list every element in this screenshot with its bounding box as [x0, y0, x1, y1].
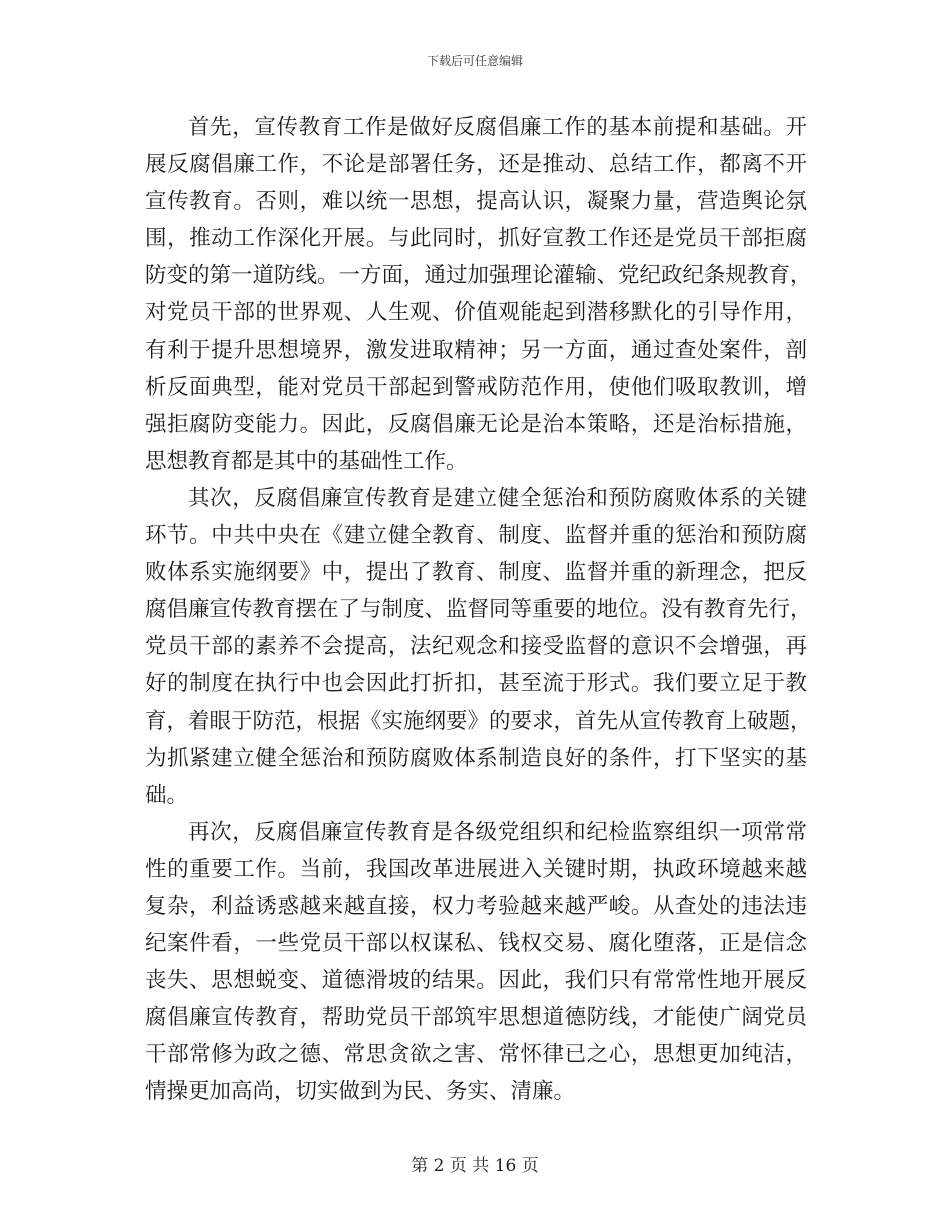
text-line: 宣传教育。否则，难以统一思想，提高认识，凝聚力量，营造舆论氛 — [145, 189, 807, 215]
text-line: 育，着眼于防范，根据《实施纲要》的要求，首先从宣传教育上破题， — [145, 708, 812, 734]
text-line: 再次，反腐倡廉宣传教育是各级党组织和纪检监察组织一项常常 — [188, 819, 807, 845]
text-line: 纪案件看，一些党员干部以权谋私、钱权交易、腐化堕落，正是信念 — [145, 931, 807, 957]
text-line: 为抓紧建立健全惩治和预防腐败体系制造良好的条件，打下坚实的基 — [145, 745, 807, 771]
text-line: 腐倡廉宣传教育摆在了与制度、监督同等重要的地位。没有教育先行， — [145, 597, 812, 623]
page-number: 第 2 页 共 16 页 — [411, 1156, 539, 1176]
text-line: 对党员干部的世界观、人生观、价值观能起到潜移默化的引导作用， — [145, 300, 807, 326]
text-line: 防变的第一道防线。一方面，通过加强理论灌输、党纪政纪条规教育， — [145, 263, 812, 289]
text-line: 有利于提升思想境界，激发进取精神；另一方面，通过查处案件，剖 — [145, 337, 807, 363]
paragraph — [145, 480, 812, 814]
text-line: 好的制度在执行中也会因此打折扣，甚至流于形式。我们要立足于教 — [145, 671, 807, 697]
text-line: 性的重要工作。当前，我国改革进展进入关键时期，执政环境越来越 — [145, 856, 807, 882]
paragraph — [145, 814, 807, 1111]
text-line: 展反腐倡廉工作，不论是部署任务，还是推动、总结工作，都离不开 — [145, 152, 807, 178]
text-line: 党员干部的素养不会提高，法纪观念和接受监督的意识不会增强，再 — [145, 634, 807, 660]
paragraph — [145, 109, 812, 480]
text-line: 干部常修为政之德、常思贪欲之害、常怀律已之心，思想更加纯洁， — [145, 1042, 807, 1068]
text-line: 环节。中共中央在《建立健全教育、制度、监督并重的惩治和预防腐 — [145, 523, 807, 549]
text-line: 思想教育都是其中的基础性工作。 — [145, 448, 468, 474]
text-line: 围，推动工作深化开展。与此同时，抓好宣教工作还是党员干部拒腐 — [145, 226, 807, 252]
page-header-note: 下载后可任意编辑 — [426, 54, 523, 68]
text-line: 强拒腐防变能力。因此，反腐倡廉无论是治本策略，还是治标措施， — [145, 411, 807, 437]
text-line: 其次，反腐倡廉宣传教育是建立健全惩治和预防腐败体系的关键 — [188, 485, 807, 511]
text-line: 础。 — [145, 782, 189, 808]
text-line: 析反面典型，能对党员干部起到警戒防范作用，使他们吸取教训，增 — [145, 374, 807, 400]
text-line: 丧失、思想蜕变、道德滑坡的结果。因此，我们只有常常性地开展反 — [145, 968, 807, 994]
text-line: 情操更加高尚，切实做到为民、务实、清廉。 — [145, 1079, 576, 1105]
text-line: 首先，宣传教育工作是做好反腐倡廉工作的基本前提和基础。开 — [188, 115, 807, 140]
text-line: 腐倡廉宣传教育，帮助党员干部筑牢思想道德防线，才能使广阔党员 — [145, 1005, 807, 1031]
text-line: 败体系实施纲要》中，提出了教育、制度、监督并重的新理念，把反 — [145, 560, 807, 586]
document-body — [145, 109, 812, 1111]
text-line: 复杂，利益诱惑越来越直接，权力考验越来越严峻。从查处的违法违 — [145, 893, 807, 919]
